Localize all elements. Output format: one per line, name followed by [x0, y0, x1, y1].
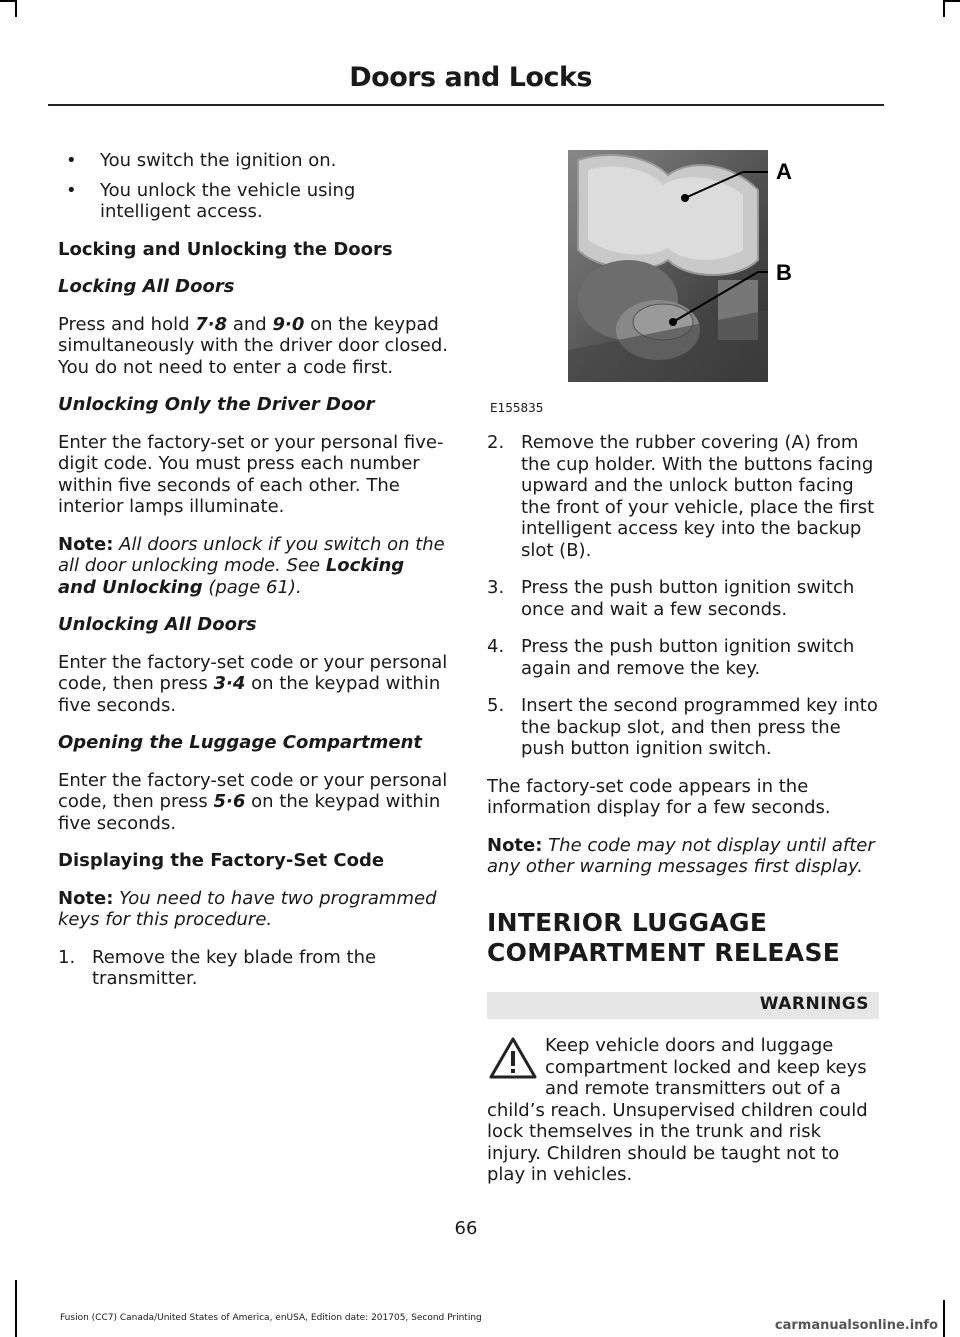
- keypad-90: 9·0: [272, 313, 305, 335]
- paragraph-luggage: Enter the factory-set code or your personal code, then press 5·6 on the keypad within five seconds.: [58, 769, 448, 834]
- paragraph-unlock-driver: Enter the factory-set or your personal five-digit code. You must press each number within five seconds of each other. The interior lamps illuminate.: [58, 431, 444, 517]
- figure-code: E155835: [490, 401, 544, 415]
- crop-mark: [943, 0, 945, 17]
- paragraph-display-code: The factory-set code appears in the information display for a few seconds.: [487, 775, 831, 818]
- note-1: Note: All doors unlock if you switch on the all door unlocking mode. See Locking and Unlocking (page 61).: [58, 533, 445, 598]
- keypad-34: 3·4: [213, 673, 246, 694]
- heading-display-code: Displaying the Factory-Set Code: [58, 850, 385, 871]
- header-rule: [48, 104, 884, 106]
- list-item: 4. Press the push button ignition switch again and remove the key.: [487, 636, 855, 679]
- warning-triangle-icon: [487, 1035, 539, 1083]
- list-item: • You switch the ignition on.: [66, 150, 337, 171]
- figure-label-b: B: [776, 260, 792, 285]
- page-number: 66: [454, 1218, 478, 1239]
- note-2: Note: You need to have two programmed keys for this procedure.: [58, 887, 437, 930]
- crop-mark: [15, 1280, 17, 1337]
- heading-unlock-all: Unlocking All Doors: [58, 614, 257, 635]
- list-item: 1. Remove the key blade from the transmitter.: [58, 946, 377, 989]
- footer-edition: Fusion (CC7) Canada/United States of America, enUSA, Edition date: 201705, Second Printing: [60, 1313, 482, 1323]
- note-3: Note: The code may not display until after any other warning messages first display.: [487, 834, 875, 877]
- figure-label-a: A: [776, 159, 792, 184]
- warning-block: [487, 1035, 879, 1186]
- warning-text: Keep vehicle doors and luggage compartment locked and keep keys and remote transmitters out of a child’s reach. Unsupervised children could lock themselves in the trunk and risk injury. Children should be taught not to play in vehicles.: [487, 1035, 868, 1185]
- heading-locking-unlocking: Locking and Unlocking the Doors: [58, 238, 393, 260]
- keypad-56: 5·6: [213, 791, 246, 812]
- keypad-78: 7·8: [195, 313, 228, 335]
- cup-holder-illustration: [568, 150, 878, 420]
- warnings-bar: WARNINGS: [487, 992, 879, 1020]
- watermark: carmanualsonline.info: [774, 1318, 938, 1333]
- paragraph-unlock-all: Enter the factory-set code or your personal code, then press 3·4 on the keypad within five seconds.: [58, 651, 448, 716]
- page-header-title: Doors and Locks: [349, 62, 592, 93]
- right-column: [487, 432, 879, 1186]
- crop-mark: [943, 1300, 945, 1337]
- crop-mark: [943, 0, 960, 2]
- list-item: 5. Insert the second programmed key into the backup slot, and then press the push button ignition switch.: [487, 695, 878, 759]
- heading-unlock-driver: Unlocking Only the Driver Door: [58, 394, 375, 415]
- heading-luggage: Opening the Luggage Compartment: [58, 732, 423, 753]
- list-item: • You unlock the vehicle using intelligent access.: [66, 179, 356, 222]
- paragraph-lock-all: Press and hold 7·8 and 9·0 on the keypad simultaneously with the driver door closed. You do not need to enter a code first.: [58, 313, 448, 378]
- left-column: [58, 150, 448, 1006]
- list-item: 2. Remove the rubber covering (A) from the cup holder. With the buttons facing upward and the unlock button facing the front of your vehicle, place the first intelligent access key into the backup slot (B).: [487, 432, 875, 561]
- section-heading: INTERIOR LUGGAGE COMPARTMENT RELEASE: [487, 907, 841, 967]
- crop-mark: [15, 0, 17, 17]
- heading-locking-all: Locking All Doors: [58, 276, 235, 297]
- list-item: 3. Press the push button ignition switch once and wait a few seconds.: [487, 577, 855, 620]
- link-locking-unlocking[interactable]: Locking and Unlocking: [58, 555, 405, 598]
